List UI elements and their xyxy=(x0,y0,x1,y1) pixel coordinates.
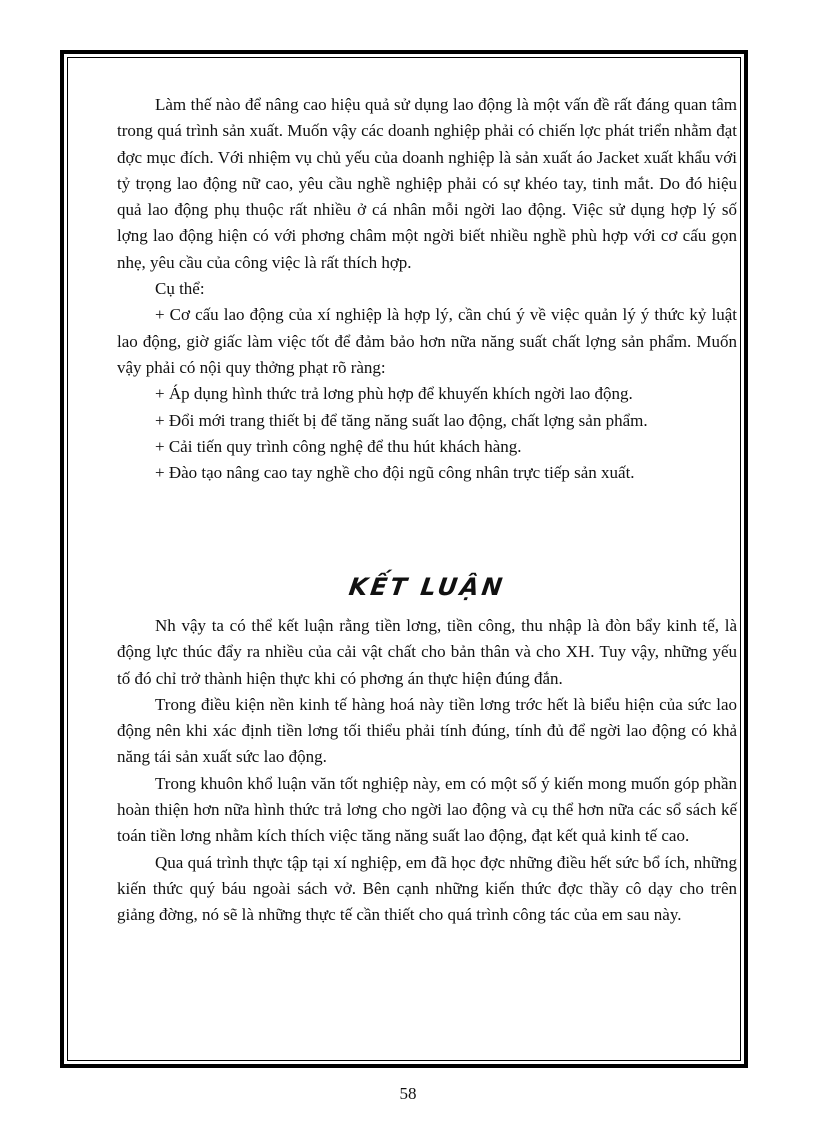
paragraph: Qua quá trình thực tập tại xí nghiệp, em đã học đợc những điều hết sức bổ ích, những kiến thức quý báu ngoài sách vở. Bên cạnh những kiến thức đợc thầy cô dạy cho trên giảng đờng, nó sẽ là những thực tế cần thiết cho quá trình công tác của em sau này. xyxy=(117,852,737,925)
page-number: 58 xyxy=(399,1084,417,1103)
list-item: + Đào tạo nâng cao tay nghề cho đội ngũ công nhân trực tiếp sản xuất. xyxy=(155,463,635,483)
conclusion-heading: KẾT LUẬN xyxy=(347,573,507,601)
list-item: + Đổi mới trang thiết bị để tăng năng suất lao động, chất lợng sản phẩm. xyxy=(155,410,648,430)
section-body xyxy=(117,92,737,486)
paragraph: Làm thế nào để nâng cao hiệu quả sử dụng lao động là một vấn đề rất đáng quan tâm trong quá trình sản xuất. Muốn vậy các doanh nghiệp phải có chiến lợc phát triển nhằm đạt đợc mục đích. Với nhiệm vụ chủ yếu của doanh nghiệp là sản xuất áo Jacket xuất khẩu với tỷ trọng lao động nữ cao, yêu cầu nghề nghiệp phải có sự khéo tay, tinh mắt. Do đó hiệu quả lao động phụ thuộc rất nhiều ở cá nhân mỗi ngời lao động. Việc sử dụng hợp lý số lợng lao động hiện có với phơng châm một ngời biết nhiều nghề phù hợp với cơ cấu gọn nhẹ, yêu cầu của công việc là rất thích hợp. xyxy=(117,95,737,272)
paragraph: Trong điều kiện nền kinh tế hàng hoá này tiền lơng trớc hết là biểu hiện của sức lao động nên khi xác định tiền lơng tối thiểu phải tính đúng, tính đủ để ngời lao động có khả năng tái sản xuất sức lao động. xyxy=(117,694,737,767)
paragraph: Nh vậy ta có thể kết luận rằng tiền lơng, tiền công, thu nhập là đòn bẩy kinh tế, là động lực thúc đẩy ra nhiều của cải vật chất cho bản thân và cho XH. Tuy vậy, những yếu tố đó chỉ trở thành hiện thực khi có phơng án thực hiện đúng đắn. xyxy=(117,616,737,688)
conclusion-body xyxy=(117,613,737,929)
list-item: + Áp dụng hình thức trả lơng phù hợp để khuyến khích ngời lao động. xyxy=(155,384,633,404)
paragraph: Cụ thể: xyxy=(155,279,205,299)
list-item: + Cơ cấu lao động của xí nghiệp là hợp lý, cần chú ý về việc quản lý ý thức kỷ luật lao động, giờ giấc làm việc tốt để đảm bảo hơn nữa năng suất chất lợng sản phẩm. Muốn vậy phải có nội quy thởng phạt rõ ràng: xyxy=(117,305,737,377)
list-item: + Cải tiến quy trình công nghệ để thu hút khách hàng. xyxy=(155,436,522,456)
paragraph: Trong khuôn khổ luận văn tốt nghiệp này, em có một số ý kiến mong muốn góp phần hoàn thiện hơn nữa hình thức trả lơng cho ngời lao động và cụ thể hơn nữa các sổ sách kế toán tiền lơng nhằm kích thích việc tăng năng suất lao động, đạt kết quả kinh tế cao. xyxy=(117,773,737,846)
